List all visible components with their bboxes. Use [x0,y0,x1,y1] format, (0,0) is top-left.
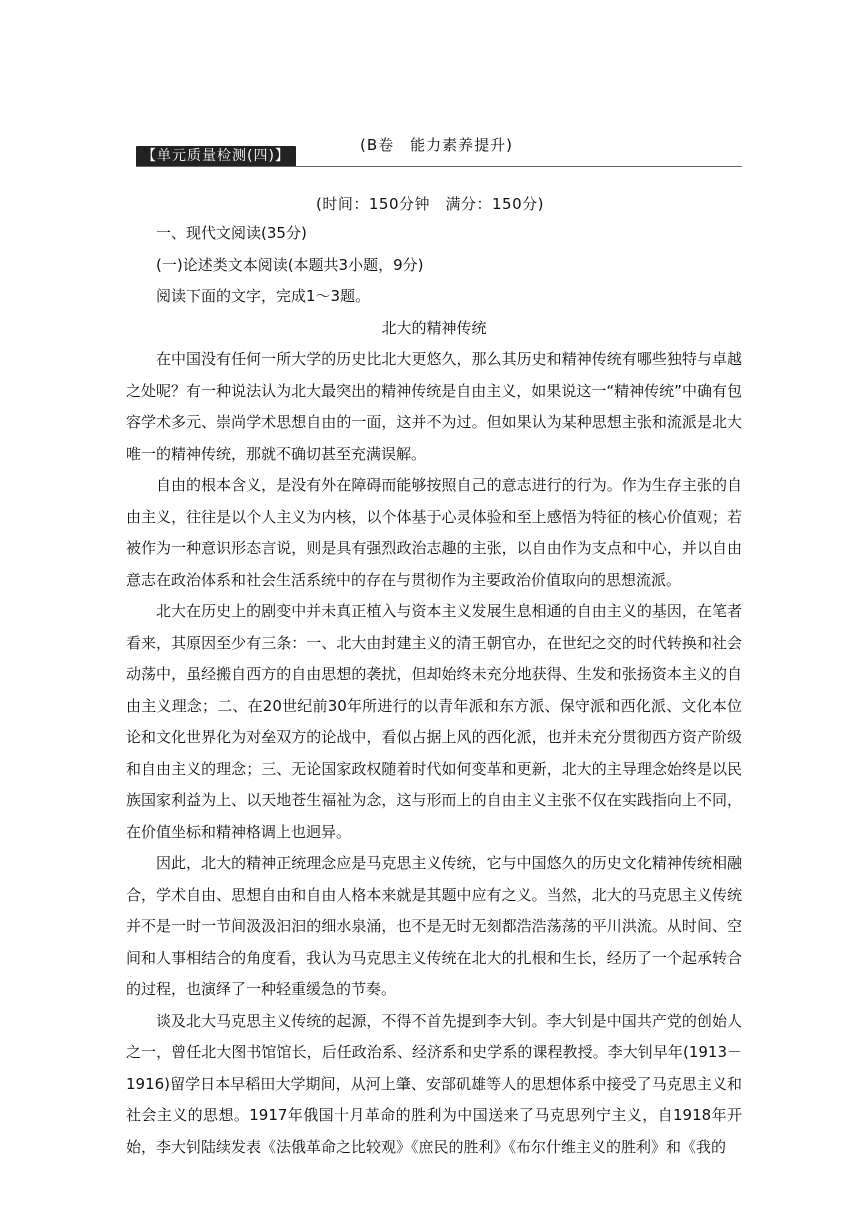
article-paragraph-1: 在中国没有任何一所大学的历史比北大更悠久，那么其历史和精神传统有哪些独特与卓越之处呢？有一种说法认为北大最突出的精神传统是自由主义，如果说这一“精神传统”中确有包容学术多元、崇尚学术思想自由的一面，这并不为过。但如果认为某种思想主张和流派是北大唯一的精神传统，那就不确切甚至充满误解。 [126,350,742,463]
time-and-score-line: (时间：150分钟 满分：150分) [316,195,544,213]
paper-version-subtitle: (B卷 能力素养提升) [360,136,513,154]
article-title: 北大的精神传统 [381,318,487,337]
document-body [126,218,742,1163]
subsection1-heading: (一)论述类文本阅读(本题共3小题，9分) [156,255,424,274]
article-paragraph-3: 北大在历史上的剧变中并未真正植入与资本主义发展生息相通的自由主义的基因，在笔者看来，其原因至少有三条：一、北大由封建主义的清王朝官办，在世纪之交的时代转换和社会动荡中，虽经搬自西方的自由思想的袭扰，但却始终未充分地获得、生发和张扬资本主义的自由主义理念；二、在20世纪前30年所进行的以青年派和东方派、保守派和西化派、文化本位论和文化世界化为对垒双方的论战中，看似占据上风的西化派，也并未充分贯彻西方资产阶级和自由主义的理念；三、无论国家政权随着时代如何变革和更新，北大的主导理念始终是以民族国家利益为上、以天地苍生福祉为念，这与形而上的自由主义主张不仅在实践指向上不同，在价值坐标和精神格调上也迥异。 [126,602,742,841]
article-paragraph-2: 自由的根本含义，是没有外在障碍而能够按照自己的意志进行的行为。作为生存主张的自由主义，往往是以个人主义为内核，以个体基于心灵体验和至上感悟为特征的核心价值观；若被作为一种意识形态言说，则是具有强烈政治志趣的主张，以自由作为支点和中心，并以自由意志在政治体系和社会生活系统中的存在与贯彻作为主要政治价值取向的思想流派。 [126,476,742,589]
reading-instruction: 阅读下面的文字，完成1～3题。 [156,287,371,305]
article-paragraph-5: 谈及北大马克思主义传统的起源，不得不首先提到李大钊。李大钊是中国共产党的创始人之一，曾任北大图书馆馆长，后任政治系、经济系和史学系的课程教授。李大钊早年(1913－1916)留学日本早稻田大学期间，从河上肇、安部矶雄等人的思想体系中接受了马克思主义和社会主义的思想。1917年俄国十月革命的胜利为中国送来了马克思列宁主义，自1918年开始，李大钊陆续发表《法俄革命之比较观》《庶民的胜利》《布尔什维主义的胜利》和《我的 [126,1011,742,1156]
article-paragraph-4: 因此，北大的精神正统理念应是马克思主义传统，它与中国悠久的历史文化精神传统相融合，学术自由、思想自由和自由人格本来就是其题中应有之义。当然，北大的马克思主义传统并不是一时一节间汲汲汩汩的细水泉涌，也不是无时无刻都浩浩荡荡的平川洪流。从时间、空间和人事相结合的角度看，我认为马克思主义传统在北大的扎根和生长，经历了一个起承转合的过程，也演绎了一种轻重缓急的节奏。 [126,854,742,998]
unit-quality-check-badge: 【单元质量检测(四)】 [136,146,296,167]
part1-heading: 一、现代文阅读(35分) [156,224,307,242]
header-divider [136,166,742,167]
